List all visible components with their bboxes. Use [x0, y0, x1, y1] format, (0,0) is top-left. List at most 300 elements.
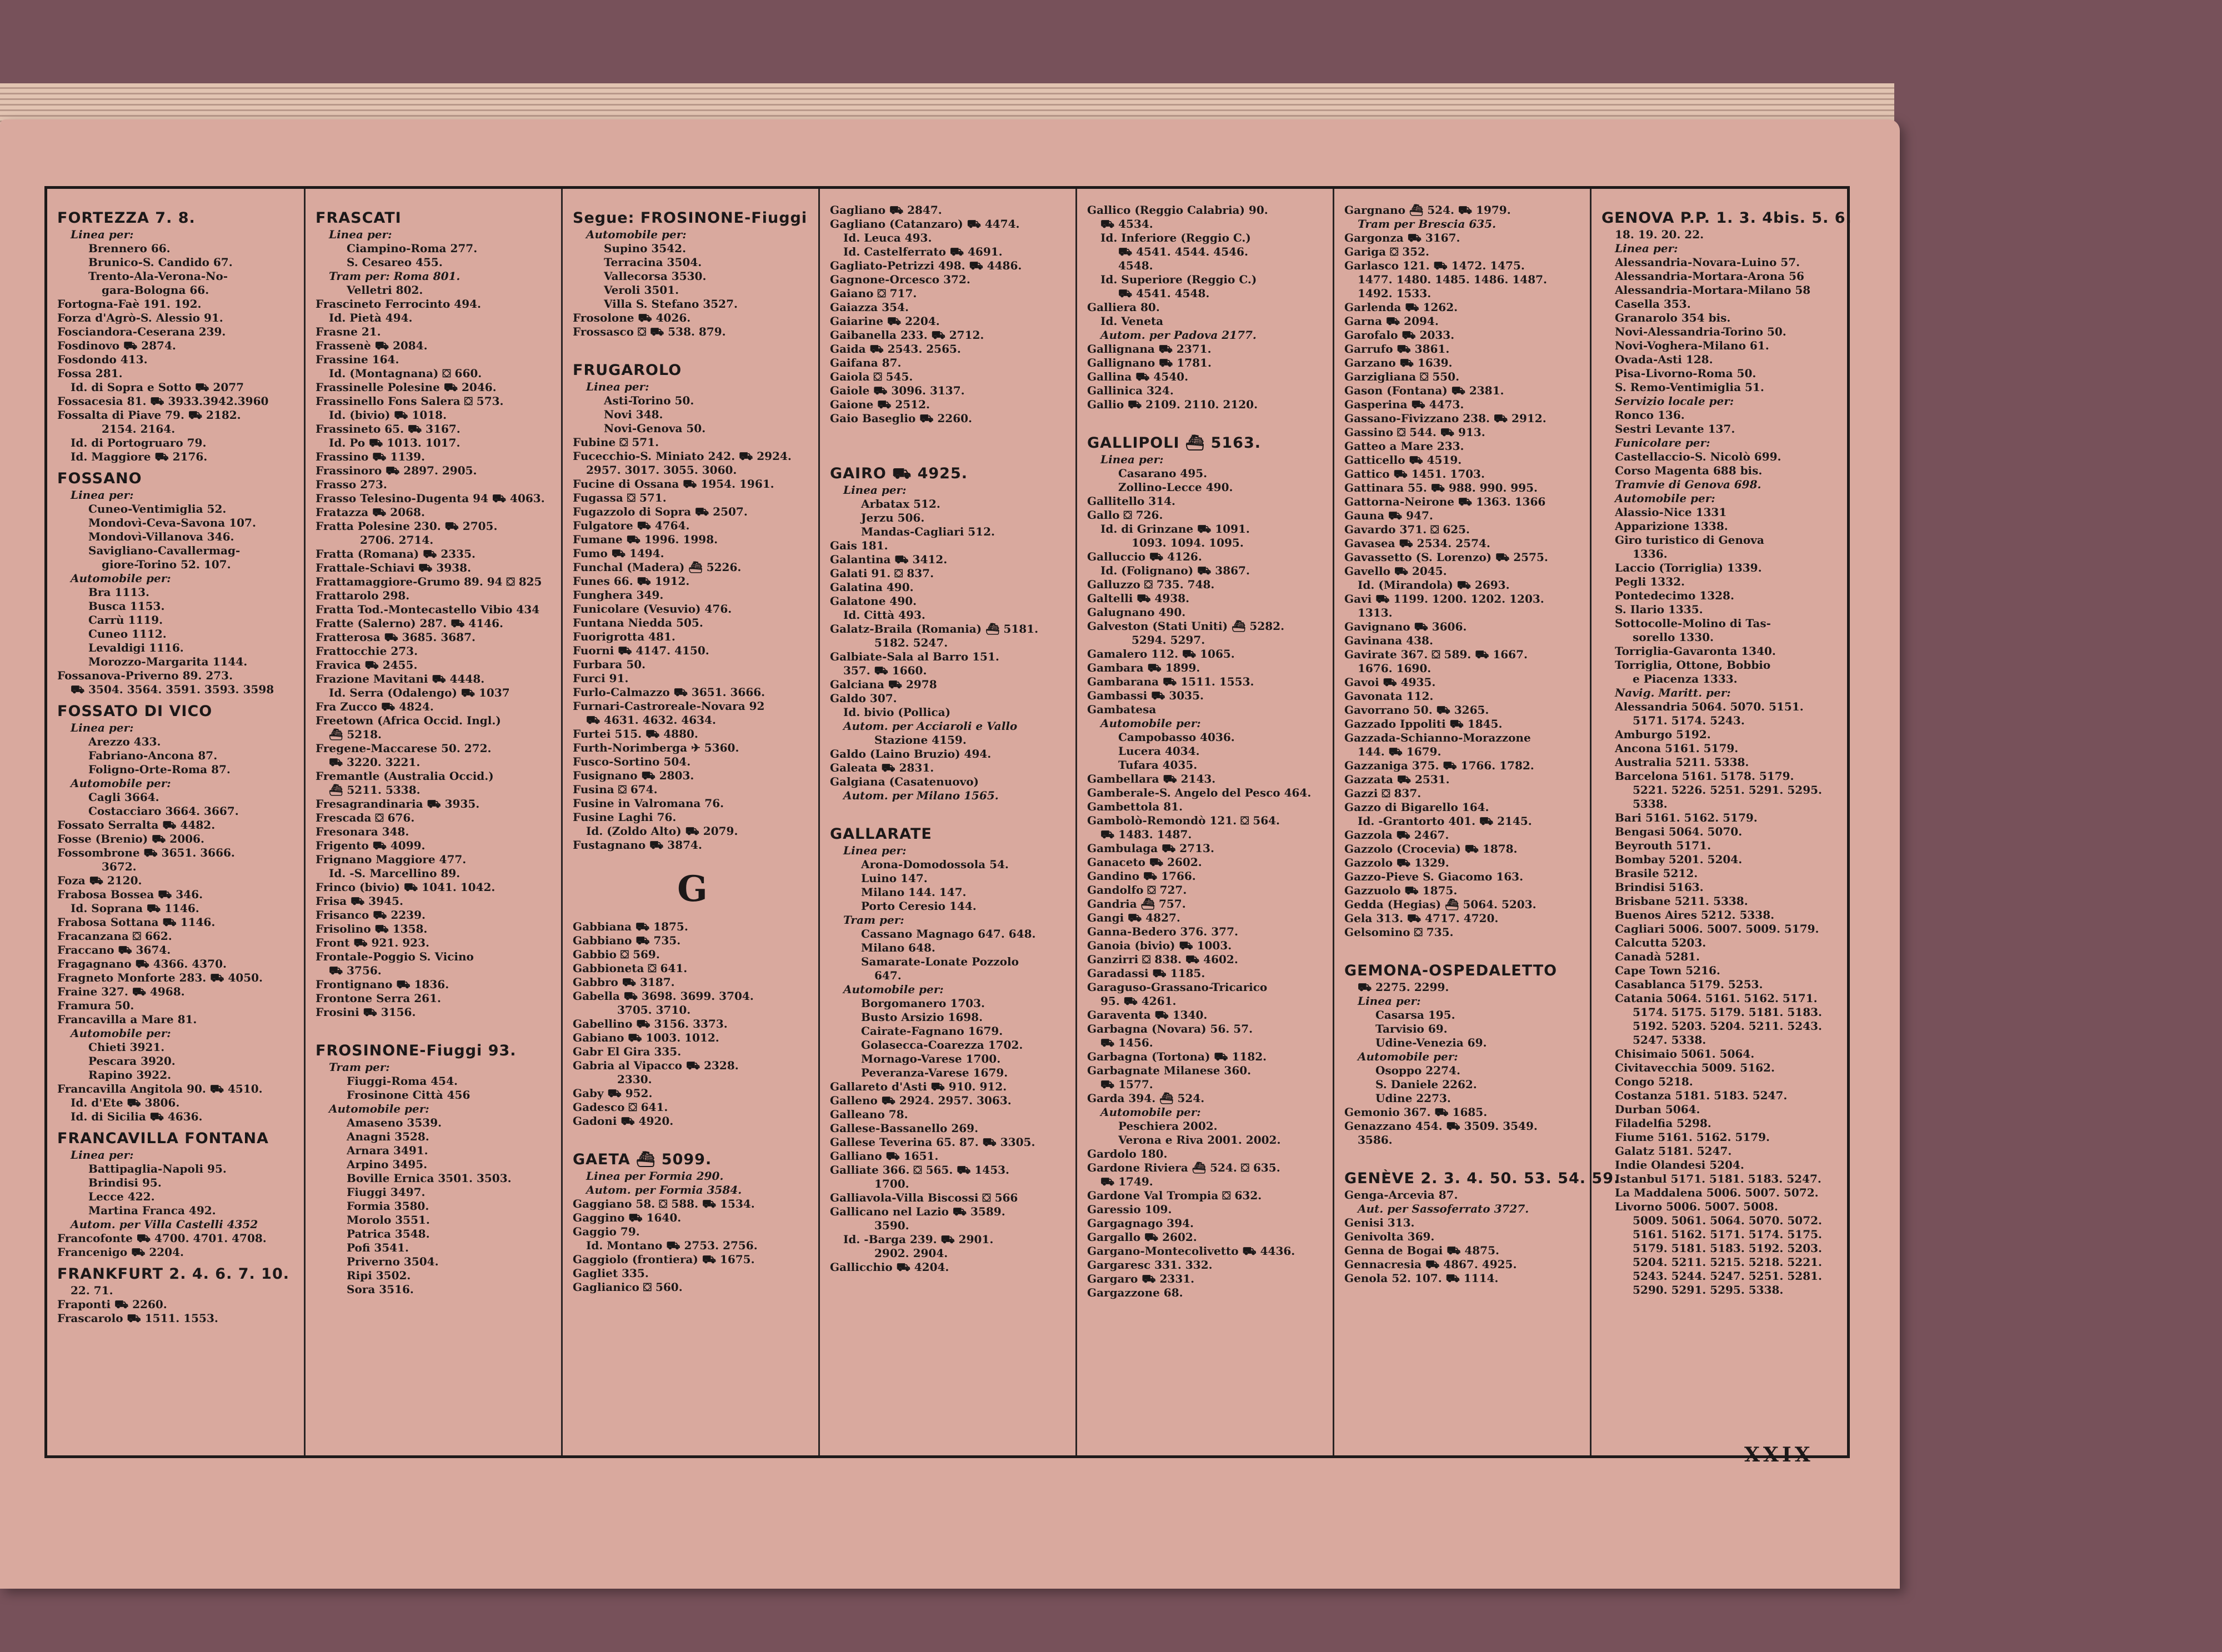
index-entry: Francofonte ⛟ 4700. 4701. 4708.	[57, 1232, 267, 1245]
index-entry: Genola 52. 107. ⛟ 1114.	[1344, 1271, 1499, 1285]
index-entry: Id. Serra (Odalengo) ⛟ 1037	[329, 686, 510, 699]
index-entry: Framura 50.	[57, 999, 134, 1012]
index-entry: Ciampino-Roma 277.	[347, 242, 478, 255]
index-entry: Formia 3580.	[347, 1199, 429, 1213]
index-entry: Id. bivio (Pollica)	[843, 705, 951, 719]
index-entry: Busto Arsizio 1698.	[861, 1010, 983, 1024]
index-entry: ⛟ 1483. 1487.	[1100, 828, 1192, 841]
index-entry: Funicolare (Vesuvio) 476.	[573, 602, 732, 615]
index-entry: 5243. 5244. 5247. 5251. 5281.	[1633, 1269, 1822, 1283]
index-entry: Gallina ⛟ 4540.	[1087, 370, 1189, 383]
index-entry: Foligno-Orte-Roma 87.	[88, 763, 231, 776]
index-entry: Linea per:	[71, 1148, 134, 1162]
index-entry: Garofalo ⛟ 2033.	[1344, 328, 1455, 342]
index-entry: Buenos Aires 5212. 5338.	[1615, 908, 1775, 922]
index-entry: Gambatesa	[1087, 703, 1157, 716]
index-entry: Chieti 3921.	[88, 1040, 165, 1054]
index-entry: Francavilla Angitola 90. ⛟ 4510.	[57, 1082, 263, 1095]
index-entry: Fossacesia 81. ⛟ 3933.3942.3960	[57, 394, 269, 408]
index-entry: Sora 3516.	[347, 1283, 414, 1296]
index-entry: Tufara 4035.	[1118, 758, 1198, 772]
index-entry: Funicolare per:	[1615, 436, 1710, 449]
index-entry: Cuneo 1112.	[88, 627, 167, 640]
section-heading: GEMONA-OSPEDALETTO	[1344, 962, 1558, 979]
index-entry: Fracanzana ⛋ 662.	[57, 929, 172, 943]
index-entry: Fratta Polesine 230. ⛟ 2705.	[316, 519, 498, 533]
section-gap	[1344, 939, 1584, 956]
index-entry: Gelsomino ⛋ 735.	[1344, 925, 1454, 939]
index-entry: 5204. 5211. 5215. 5218. 5221.	[1633, 1255, 1822, 1269]
index-entry: Frosini ⛟ 3156.	[316, 1005, 416, 1019]
index-entry: S. Remo-Ventimiglia 51.	[1615, 381, 1764, 394]
index-entry: Gemonio 367. ⛟ 1685.	[1344, 1105, 1488, 1119]
index-entry: Genazzano 454. ⛟ 3509. 3549.	[1344, 1119, 1538, 1133]
index-entry: Gargagnago 394.	[1087, 1217, 1194, 1230]
index-entry: Garaventa ⛟ 1340.	[1087, 1008, 1208, 1022]
index-entry: Gavinana 438.	[1344, 634, 1433, 647]
index-entry: Fumo ⛟ 1494.	[573, 547, 664, 560]
index-entry: Gandria ⛴ 757.	[1087, 897, 1186, 910]
index-entry: Genisi 313.	[1344, 1216, 1415, 1229]
index-entry: Congo 5218.	[1615, 1075, 1693, 1088]
index-entry: Frinco (bivio) ⛟ 1041. 1042.	[316, 880, 496, 894]
index-entry: Tram per: Roma 801.	[329, 269, 461, 283]
section-gap	[573, 1128, 812, 1145]
index-entry: Automobile per:	[1100, 1105, 1201, 1119]
index-entry: Pisa-Livorno-Roma 50.	[1615, 367, 1756, 380]
index-entry: ⛟ 3504. 3564. 3591. 3593. 3598	[71, 683, 274, 696]
index-entry: Fossalta di Piave 79. ⛟ 2182.	[57, 408, 241, 422]
index-frame	[44, 186, 1850, 1458]
index-entry: Canadà 5281.	[1615, 950, 1700, 963]
index-entry: 1336.	[1633, 547, 1668, 560]
index-entry: Galeata ⛟ 2831.	[830, 761, 934, 774]
index-entry: Chisimaio 5061. 5064.	[1615, 1047, 1755, 1060]
index-entry: Frattamaggiore-Grumo 89. 94 ⛋ 825	[316, 575, 542, 588]
index-entry: Gazzola ⛟ 2467.	[1344, 828, 1449, 842]
index-entry: Bengasi 5064. 5070.	[1615, 825, 1743, 838]
index-entry: Gambellara ⛟ 2143.	[1087, 772, 1216, 785]
index-entry: Priverno 3504.	[347, 1255, 439, 1268]
index-entry: Campobasso 4036.	[1118, 730, 1235, 744]
index-entry: Autom. per Formia 3584.	[586, 1183, 742, 1197]
index-entry: Lecce 422.	[88, 1190, 155, 1203]
index-entry: Fabriano-Ancona 87.	[88, 749, 218, 762]
index-entry: Carrù 1119.	[88, 613, 163, 627]
index-entry: Ganaceto ⛟ 2602.	[1087, 855, 1202, 869]
index-entry: Fraponti ⛟ 2260.	[57, 1298, 167, 1311]
index-entry: Ancona 5161. 5179.	[1615, 742, 1739, 755]
index-entry: Civitavecchia 5009. 5162.	[1615, 1061, 1775, 1074]
index-entry: 5161. 5162. 5171. 5174. 5175.	[1633, 1228, 1822, 1241]
section-heading: GALLARATE	[830, 825, 932, 843]
index-entry: 1676. 1690.	[1358, 662, 1432, 675]
section-gap	[830, 425, 1069, 442]
index-entry: Garrufo ⛟ 3861.	[1344, 342, 1450, 356]
index-entry: Gangi ⛟ 4827.	[1087, 911, 1180, 924]
index-entry: Gazzolo ⛟ 1329.	[1344, 856, 1449, 869]
index-entry: Galdo 307.	[830, 692, 897, 705]
index-entry: Linea per:	[843, 483, 907, 497]
index-entry: Gargaro ⛟ 2331.	[1087, 1272, 1195, 1285]
index-entry: Fumane ⛟ 1996. 1998.	[573, 533, 718, 546]
section-gap	[1087, 412, 1327, 428]
section-heading: FRASCATI	[316, 209, 402, 227]
index-entry: Fossombrone ⛟ 3651. 3666.	[57, 846, 235, 859]
index-entry: Osoppo 2274.	[1375, 1064, 1460, 1077]
index-entry: Gallese-Bassanello 269.	[830, 1122, 979, 1135]
index-entry: Funchal (Madera) ⛴ 5226.	[573, 560, 742, 574]
index-entry: Costacciaro 3664. 3667.	[88, 804, 239, 818]
index-entry: Gabiano ⛟ 1003. 1012.	[573, 1031, 719, 1044]
index-entry: Genna de Bogai ⛟ 4875.	[1344, 1244, 1499, 1257]
index-entry: Gavignano ⛟ 3606.	[1344, 620, 1467, 633]
index-entry: Id. Po ⛟ 1013. 1017.	[329, 436, 461, 449]
index-entry: Mornago-Varese 1700.	[861, 1052, 1001, 1065]
index-entry: Id. Maggiore ⛟ 2176.	[71, 450, 208, 463]
index-entry: Golasecca-Coarezza 1702.	[861, 1038, 1023, 1052]
index-entry: Novi-Genova 50.	[604, 422, 706, 435]
index-entry: Galliera 80.	[1087, 301, 1160, 314]
index-entry: Sottocolle-Molino di Tas-	[1615, 617, 1771, 630]
index-entry: Bombay 5201. 5204.	[1615, 853, 1743, 866]
index-entry: Milano 648.	[861, 941, 935, 954]
index-entry: Anagni 3528.	[347, 1130, 429, 1143]
index-entry: Garna ⛟ 2094.	[1344, 314, 1439, 328]
index-entry: Gazzaniga 375. ⛟ 1766. 1782.	[1344, 759, 1534, 772]
index-entry: Fusine Laghi 76.	[573, 810, 677, 824]
index-entry: Novi-Voghera-Milano 61.	[1615, 339, 1769, 352]
index-entry: Villa S. Stefano 3527.	[604, 297, 738, 311]
section-heading: FOSSATO DI VICO	[57, 703, 213, 720]
index-entry: Furbara 50.	[573, 658, 646, 671]
index-entry: Giro turistico di Genova	[1615, 533, 1764, 547]
index-entry: 5247. 5338.	[1633, 1033, 1706, 1047]
index-entry: Beyrouth 5171.	[1615, 839, 1711, 852]
index-entry: Bari 5161. 5162. 5179.	[1615, 811, 1758, 824]
index-entry: Gazzado Ippoliti ⛟ 1845.	[1344, 717, 1503, 730]
index-entry: Id. di Portogruaro 79.	[71, 436, 207, 449]
index-entry: Lucera 4034.	[1118, 744, 1200, 758]
index-entry: 1313.	[1358, 606, 1393, 619]
index-entry: Linea per:	[586, 380, 649, 393]
index-entry: Gedda (Hegias) ⛴ 5064. 5203.	[1344, 898, 1537, 911]
index-entry: Ganna-Bedero 376. 377.	[1087, 925, 1238, 938]
section-heading: GENOVA P.P. 1. 3. 4bis. 5. 6.	[1602, 209, 1852, 227]
index-entry: Fragneto Monforte 283. ⛟ 4050.	[57, 971, 263, 984]
index-entry: Gagliato-Petrizzi 498. ⛟ 4486.	[830, 259, 1022, 272]
index-entry: Garaguso-Grassano-Tricarico	[1087, 980, 1268, 994]
index-entry: Frassineto 65. ⛟ 3167.	[316, 422, 461, 435]
index-entry: Fregene-Maccarese 50. 272.	[316, 742, 492, 755]
index-entry: 2330.	[617, 1073, 652, 1086]
index-entry: ⛟ 4541. 4548.	[1118, 287, 1210, 300]
index-entry: Gallese Teverina 65. 87. ⛟ 3305.	[830, 1135, 1035, 1149]
index-entry: Torriglia, Ottone, Bobbio	[1615, 658, 1771, 672]
index-entry: Id. -S. Marcellino 89.	[329, 867, 461, 880]
index-entry: giore-Torino 52. 107.	[102, 558, 231, 571]
index-entry: 5179. 5181. 5183. 5192. 5203.	[1633, 1241, 1822, 1255]
index-entry: 647.	[874, 969, 902, 982]
index-entry: ⛟ 4541. 4544. 4546.	[1118, 245, 1248, 258]
index-entry: sorello 1330.	[1633, 630, 1714, 644]
index-entry: Gabbioneta ⛋ 641.	[573, 962, 688, 975]
index-entry: Id. Città 493.	[843, 608, 925, 622]
index-entry: Linea per:	[1100, 453, 1164, 466]
index-entry: 4548.	[1118, 259, 1153, 272]
index-entry: Gattico ⛟ 1451. 1703.	[1344, 467, 1485, 480]
index-entry: Id. (Mirandola) ⛟ 2693.	[1358, 578, 1510, 592]
index-entry: Gargaresc 331. 332.	[1087, 1258, 1213, 1271]
index-entry: Gassano-Fivizzano 238. ⛟ 2912.	[1344, 412, 1547, 425]
index-entry: Garbagna (Tortona) ⛟ 1182.	[1087, 1050, 1267, 1063]
index-entry: 22. 71.	[71, 1284, 113, 1297]
index-entry: Automobile per:	[71, 1027, 171, 1040]
index-entry: Autom. per Acciaroli e Vallo	[843, 719, 1018, 733]
index-entry: Gavi ⛟ 1199. 1200. 1202. 1203.	[1344, 592, 1544, 605]
section-gap	[830, 803, 1069, 819]
index-entry: Gamberale-S. Angelo del Pesco 464.	[1087, 786, 1312, 799]
index-entry: Arnara 3491.	[347, 1144, 428, 1157]
index-entry: 5221. 5226. 5251. 5291. 5295.	[1633, 783, 1822, 797]
index-entry: Funes 66. ⛟ 1912.	[573, 574, 690, 588]
index-entry: 1492. 1533.	[1358, 287, 1432, 300]
index-entry: 95. ⛟ 4261.	[1100, 994, 1177, 1008]
index-entry: Fraccano ⛟ 3674.	[57, 943, 171, 957]
index-entry: Alessandria-Mortara-Arona 56	[1615, 269, 1804, 283]
index-entry: Forza d'Agrò-S. Alessio 91.	[57, 311, 223, 324]
index-entry: Gaiano ⛋ 717.	[830, 287, 917, 300]
index-entry: ⛟ 4631. 4632. 4634.	[586, 713, 716, 727]
index-entry: Rapino 3922.	[88, 1068, 172, 1082]
index-entry: Savigliano-Cavallermag-	[88, 544, 241, 557]
index-entry: Garadassi ⛟ 1185.	[1087, 967, 1205, 980]
index-entry: Gambulaga ⛟ 2713.	[1087, 842, 1214, 855]
index-entry: e Piacenza 1333.	[1633, 672, 1738, 685]
index-entry: 5290. 5291. 5295. 5338.	[1633, 1283, 1784, 1296]
index-entry: Francavilla a Mare 81.	[57, 1013, 197, 1026]
index-entry: 2957. 3017. 3055. 3060.	[586, 463, 737, 477]
index-entry: Gabbiana ⛟ 1875.	[573, 920, 688, 933]
index-entry: Durban 5064.	[1615, 1103, 1700, 1116]
index-entry: ⛟ 4534.	[1100, 217, 1153, 231]
page-number: XXIX	[1744, 1443, 1814, 1466]
index-entry: Indie Olandesi 5204.	[1615, 1158, 1744, 1172]
index-entry: ⛟ 3756.	[329, 964, 382, 977]
index-entry: Istanbul 5171. 5181. 5183. 5247.	[1615, 1172, 1821, 1185]
index-entry: Gavassetto (S. Lorenzo) ⛟ 2575.	[1344, 550, 1548, 564]
index-entry: ⛟ 3220. 3221.	[329, 755, 421, 769]
index-entry: Gatteo a Mare 233.	[1344, 439, 1464, 453]
index-entry: Linea per:	[1615, 242, 1678, 255]
index-column-6	[1333, 189, 1620, 1455]
index-entry: Gaida ⛟ 2543. 2565.	[830, 342, 961, 356]
index-entry: Tram per:	[843, 913, 904, 927]
index-entry: Battipaglia-Napoli 95.	[88, 1162, 227, 1175]
index-entry: Frisolino ⛟ 1358.	[316, 922, 428, 935]
index-entry: Milano 144. 147.	[861, 885, 967, 899]
index-entry: Fremantle (Australia Occid.)	[316, 769, 494, 783]
letter-heading: G	[677, 868, 708, 910]
index-entry: Genivolta 369.	[1344, 1230, 1435, 1243]
index-entry: Gazzi ⛋ 837.	[1344, 787, 1422, 800]
index-entry: Gabbio ⛋ 569.	[573, 948, 660, 961]
index-entry: Ganzirri ⛋ 838. ⛟ 4602.	[1087, 953, 1238, 966]
index-entry: Galliano ⛟ 1651.	[830, 1149, 939, 1163]
index-entry: ⛴ 5218.	[329, 728, 382, 741]
index-entry: Fosdondo 413.	[57, 353, 148, 366]
index-entry: Fossanova-Priverno 89. 273.	[57, 669, 233, 682]
index-entry: Fratta Tod.-Montecastello Vibio 434	[316, 603, 540, 616]
index-entry: Id. Castelferrato ⛟ 4691.	[843, 245, 1003, 258]
index-entry: Gambettola 81.	[1087, 800, 1183, 813]
index-entry: Veroli 3501.	[604, 283, 679, 297]
index-entry: Brennero 66.	[88, 242, 171, 255]
index-entry: Galugnano 490.	[1087, 605, 1186, 619]
index-entry: Frignano Maggiore 477.	[316, 853, 467, 866]
index-entry: Gargonza ⛟ 3167.	[1344, 231, 1460, 244]
index-entry: Patrica 3548.	[347, 1227, 430, 1240]
section-gap	[830, 442, 1069, 459]
section-gap	[1344, 1147, 1584, 1164]
index-entry: Gargallo ⛟ 2602.	[1087, 1230, 1197, 1244]
index-entry: Gabr El Gira 335.	[573, 1045, 682, 1058]
index-entry: Galatina 490.	[830, 580, 914, 594]
section-gap	[573, 339, 812, 356]
index-entry: Id. Soprana ⛟ 1146.	[71, 902, 199, 915]
index-entry: Galantina ⛟ 3412.	[830, 553, 948, 566]
index-entry: 5182. 5247.	[874, 636, 948, 649]
index-entry: Front ⛟ 921. 923.	[316, 936, 429, 949]
index-entry: Udine 2273.	[1375, 1092, 1451, 1105]
index-entry: Fucecchio-S. Miniato 242. ⛟ 2924.	[573, 449, 792, 463]
index-entry: Frosolone ⛟ 4026.	[573, 311, 691, 324]
index-entry: Gavoi ⛟ 4935.	[1344, 675, 1436, 689]
index-entry: Casella 353.	[1615, 297, 1691, 311]
index-entry: Fratazza ⛟ 2068.	[316, 505, 425, 519]
index-entry: Frabosa Bossea ⛟ 346.	[57, 888, 203, 901]
index-entry: Frassinoro ⛟ 2897. 2905.	[316, 464, 477, 477]
index-entry: Frisanco ⛟ 2239.	[316, 908, 426, 922]
index-entry: Gaibanella 233. ⛟ 2712.	[830, 328, 984, 342]
index-entry: Gallicano nel Lazio ⛟ 3589.	[830, 1205, 1005, 1218]
index-entry: Fuorigrotta 481.	[573, 630, 675, 643]
index-entry: Id. -Barga 239. ⛟ 2901.	[843, 1233, 994, 1246]
index-entry: Arbatax 512.	[861, 497, 940, 510]
section-heading: Segue: FROSINONE-Fiuggi	[573, 209, 808, 227]
index-entry: Corso Magenta 688 bis.	[1615, 464, 1763, 477]
index-entry: Tramvie di Genova 698.	[1615, 478, 1761, 491]
index-entry: ⛟ 1577.	[1100, 1078, 1153, 1091]
index-entry: Gazzata ⛟ 2531.	[1344, 773, 1450, 786]
index-entry: Fra Zucco ⛟ 4824.	[316, 700, 434, 713]
index-entry: S. Daniele 2262.	[1375, 1078, 1477, 1091]
index-entry: Galleano 78.	[830, 1108, 908, 1121]
index-entry: Galbiate-Sala al Barro 151.	[830, 650, 999, 663]
index-entry: Id. Superiore (Reggio C.)	[1100, 273, 1257, 286]
index-entry: Automobile per:	[1358, 1050, 1458, 1063]
index-entry: Frassinello Fons Salera ⛋ 573.	[316, 394, 504, 408]
index-entry: Samarate-Lonate Pozzolo	[861, 955, 1019, 968]
index-entry: Gavirate 367. ⛋ 589. ⛟ 1667.	[1344, 648, 1528, 661]
index-entry: Gaione ⛟ 2512.	[830, 398, 930, 411]
index-entry: Gandolfo ⛋ 727.	[1087, 883, 1187, 897]
index-entry: Ronco 136.	[1615, 408, 1685, 422]
index-entry: Frascineto Ferrocinto 494.	[316, 297, 481, 311]
index-entry: Mandas-Cagliari 512.	[861, 525, 995, 538]
index-entry: 18. 19. 20. 22.	[1615, 228, 1704, 241]
index-entry: Pontedecimo 1328.	[1615, 589, 1734, 602]
index-entry: S. Cesareo 455.	[347, 256, 443, 269]
index-entry: Automobile per:	[1100, 717, 1201, 730]
index-entry: Arona-Domodossola 54.	[861, 858, 1009, 871]
index-entry: Frontale-Poggio S. Vicino	[316, 950, 474, 963]
index-entry: Gambolò-Remondò 121. ⛋ 564.	[1087, 814, 1280, 827]
index-entry: Gamalero 112. ⛟ 1065.	[1087, 647, 1235, 660]
index-entry: Cagliari 5006. 5007. 5009. 5179.	[1615, 922, 1819, 935]
index-column-2	[304, 189, 559, 1455]
index-entry: 5294. 5297.	[1132, 633, 1205, 647]
section-heading: GAETA ⛴ 5099.	[573, 1151, 712, 1168]
index-entry: Boville Ernica 3501. 3503.	[347, 1172, 512, 1185]
index-entry: 5009. 5061. 5064. 5070. 5072.	[1633, 1214, 1822, 1227]
index-entry: Fosse (Brenio) ⛟ 2006.	[57, 832, 204, 845]
index-entry: Gandino ⛟ 1766.	[1087, 869, 1196, 883]
index-entry: Autom. per Milano 1565.	[843, 789, 999, 802]
index-entry: Garbagna (Novara) 56. 57.	[1087, 1022, 1253, 1035]
section-heading: FORTEZZA 7. 8.	[57, 209, 196, 227]
index-entry: ⛴ 5211. 5338.	[329, 783, 421, 797]
index-entry: Furlo-Calmazzo ⛟ 3651. 3666.	[573, 685, 765, 699]
index-entry: Gallinica 324.	[1087, 384, 1174, 397]
index-entry: Gaiarine ⛟ 2204.	[830, 314, 940, 328]
index-entry: Gavardo 371. ⛋ 625.	[1344, 523, 1470, 536]
index-entry: Gaiazza 354.	[830, 301, 909, 314]
index-entry: Fiume 5161. 5162. 5179.	[1615, 1130, 1770, 1144]
section-heading: FRUGAROLO	[573, 362, 682, 379]
index-entry: Alessandria-Novara-Luino 57.	[1615, 256, 1800, 269]
index-entry: Sestri Levante 137.	[1615, 422, 1735, 435]
index-entry: Frasso Telesino-Dugenta 94 ⛟ 4063.	[316, 492, 545, 505]
index-entry: Garbagnate Milanese 360.	[1087, 1064, 1252, 1077]
index-entry: Gasperina ⛟ 4473.	[1344, 398, 1464, 411]
index-entry: Tram per:	[329, 1060, 390, 1074]
index-entry: Cuneo-Ventimiglia 52.	[88, 502, 227, 515]
index-entry: Fraine 327. ⛟ 4968.	[57, 985, 185, 998]
index-entry: 5192. 5203. 5204. 5211. 5243.	[1633, 1019, 1822, 1033]
index-entry: Gaio Baseglio ⛟ 2260.	[830, 412, 973, 425]
index-entry: Gambarana ⛟ 1511. 1553.	[1087, 675, 1254, 688]
index-entry: Gadoni ⛟ 4920.	[573, 1114, 674, 1128]
index-entry: Frontone Serra 261.	[316, 992, 441, 1005]
index-entry: Gaby ⛟ 952.	[573, 1087, 653, 1100]
index-entry: Frattarolo 298.	[316, 589, 410, 602]
index-entry: Frasne 21.	[316, 325, 381, 338]
index-entry: Fusina ⛋ 674.	[573, 783, 658, 796]
section-gap	[316, 1019, 555, 1036]
index-entry: Id. (Zoldo Alto) ⛟ 2079.	[586, 824, 738, 838]
index-entry: Gais 181.	[830, 539, 888, 552]
index-entry: Gallareto d'Asti ⛟ 910. 912.	[830, 1080, 1007, 1093]
index-entry: Cassano Magnago 647. 648.	[861, 927, 1036, 940]
index-entry: Martina Franca 492.	[88, 1204, 216, 1217]
index-entry: 3705. 3710.	[617, 1003, 691, 1017]
index-entry: Frassine 164.	[316, 353, 399, 366]
index-entry: Tarvisio 69.	[1375, 1022, 1448, 1035]
index-entry: Gallitello 314.	[1087, 494, 1176, 508]
index-entry: Gagliano ⛟ 2847.	[830, 203, 942, 217]
index-entry: Automobile per:	[1615, 492, 1715, 505]
